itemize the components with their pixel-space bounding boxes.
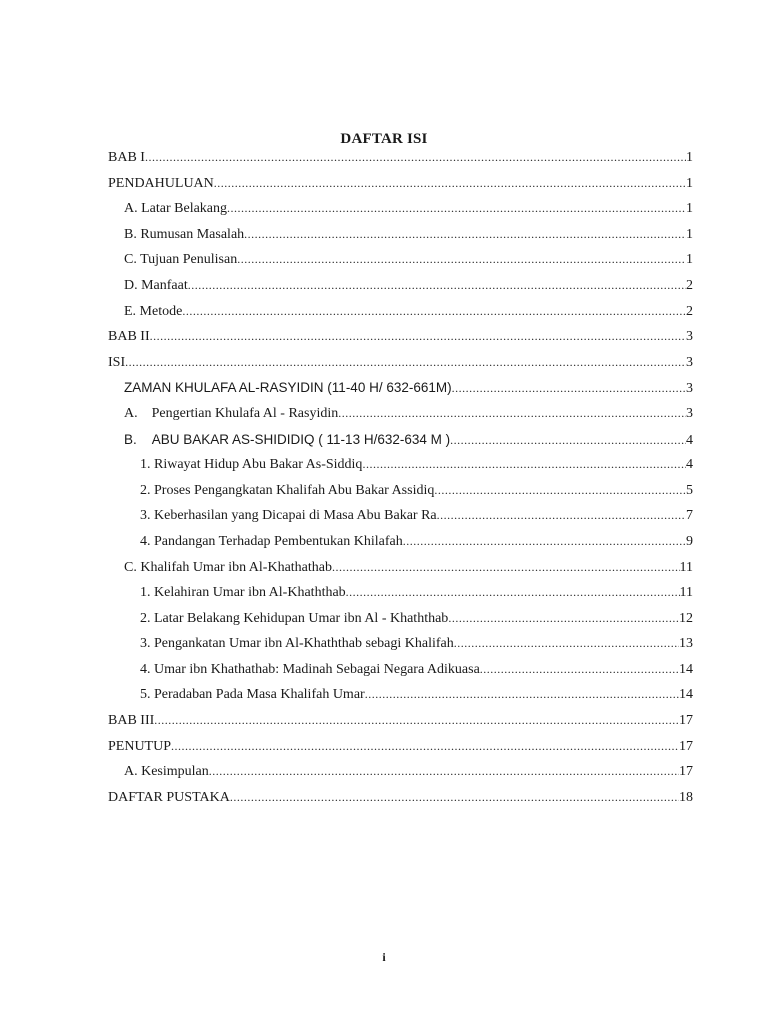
toc-entry-page: 12 xyxy=(679,610,693,626)
toc-entry-label: 1. Riwayat Hidup Abu Bakar As-Siddiq xyxy=(140,457,363,473)
dot-leader xyxy=(182,304,686,319)
toc-entry xyxy=(108,739,693,765)
toc-entry xyxy=(108,432,693,458)
toc-entry-label: E. Metode xyxy=(124,303,183,319)
dot-leader xyxy=(346,585,680,600)
toc-entry-label: A. Latar Belakang xyxy=(124,201,228,217)
dot-leader xyxy=(437,508,686,523)
dot-leader xyxy=(125,355,686,370)
toc-entry xyxy=(108,406,693,432)
toc-entry xyxy=(108,508,693,534)
dot-leader xyxy=(237,252,686,267)
toc-entry-page: 17 xyxy=(679,764,693,780)
toc-entry-label: 1. Kelahiran Umar ibn Al-Khaththab xyxy=(140,585,346,601)
dot-leader xyxy=(214,176,686,191)
toc-entry xyxy=(108,764,693,790)
toc-entry xyxy=(108,483,693,509)
dot-leader xyxy=(188,278,686,293)
dot-leader xyxy=(365,687,679,702)
toc-entry-page: 2 xyxy=(686,303,693,319)
dot-leader xyxy=(209,764,679,779)
toc-entry-label: BAB II xyxy=(108,329,150,345)
toc-entry xyxy=(108,201,693,227)
toc-entry-label: A. Kesimpulan xyxy=(124,764,209,780)
toc-entry-label: 2. Proses Pengangkatan Khalifah Abu Bakar Assidiq xyxy=(140,482,435,498)
toc-entry-label: PENDAHULUAN xyxy=(108,175,214,191)
toc-entry-page: 18 xyxy=(679,789,693,805)
toc-entry-page: 5 xyxy=(686,482,693,498)
dot-leader xyxy=(362,457,686,472)
toc-entry-label: BAB I xyxy=(108,150,145,165)
toc-entry-label: 4. Pandangan Terhadap Pembentukan Khilafah xyxy=(140,533,403,549)
toc-entry-label: C. Khalifah Umar ibn Al-Khathathab xyxy=(124,559,333,575)
toc-entry-label: 3. Pengankatan Umar ibn Al-Khaththab sebagi Khalifah xyxy=(140,636,454,652)
toc-entry-page: 2 xyxy=(686,277,693,293)
toc-entry-page: 1 xyxy=(686,226,693,242)
toc-entry-label: ISI xyxy=(108,354,126,370)
toc-entry xyxy=(108,560,693,586)
toc-entry xyxy=(108,355,693,381)
toc-entry-page: 17 xyxy=(679,738,693,754)
toc-entry-page: 9 xyxy=(686,533,693,549)
dot-leader xyxy=(171,739,679,754)
toc-title: DAFTAR ISI xyxy=(340,131,428,147)
toc-entry-page: 1 xyxy=(686,175,693,191)
toc-entry-label: PENUTUP xyxy=(108,738,172,754)
toc-entry-label: ZAMAN KHULAFA AL-RASYIDIN (11-40 H/ 632-661M) xyxy=(124,380,452,396)
toc-entry xyxy=(108,252,693,278)
toc-entry-page: 3 xyxy=(686,354,693,370)
toc-entry-page: 3 xyxy=(686,381,693,397)
dot-leader xyxy=(480,662,679,677)
toc-entry xyxy=(108,176,693,202)
toc-entry-label: 5. Peradaban Pada Masa Khalifah Umar xyxy=(140,687,365,703)
page-number: i xyxy=(382,950,386,964)
dot-leader xyxy=(230,790,679,805)
toc-entry xyxy=(108,687,693,713)
toc-entry-page: 1 xyxy=(686,150,693,165)
toc-entry xyxy=(108,585,693,611)
toc-entry-page: 1 xyxy=(686,252,693,268)
dot-leader xyxy=(434,483,686,498)
toc-entry-label: B. Rumusan Masalah xyxy=(124,226,245,242)
toc-entry-label: C. Tujuan Penulisan xyxy=(124,252,238,268)
toc-entry xyxy=(108,278,693,304)
toc-entry xyxy=(108,611,693,637)
dot-leader xyxy=(403,534,686,549)
dot-leader xyxy=(150,329,686,344)
dot-leader xyxy=(338,406,686,421)
dot-leader xyxy=(332,560,680,575)
dot-leader xyxy=(452,381,686,396)
dot-leader xyxy=(448,611,679,626)
dot-leader xyxy=(154,713,679,728)
toc-entry-label: DAFTAR PUSTAKA xyxy=(108,789,230,805)
toc-entry-label: A. Pengertian Khulafa Al - Rasyidin xyxy=(124,405,339,421)
table-of-contents xyxy=(108,150,693,815)
toc-entry xyxy=(108,457,693,483)
toc-entry xyxy=(108,227,693,253)
toc-entry xyxy=(108,329,693,355)
toc-entry xyxy=(108,534,693,560)
toc-entry xyxy=(108,662,693,688)
dot-leader xyxy=(450,433,686,448)
toc-entry-page: 4 xyxy=(686,432,693,448)
toc-entry xyxy=(108,713,693,739)
toc-entry-label: D. Manfaat xyxy=(124,277,188,293)
toc-entry xyxy=(108,790,693,816)
toc-entry-page: 1 xyxy=(686,201,693,217)
toc-entry-page: 3 xyxy=(686,329,693,345)
toc-entry-page: 11 xyxy=(679,559,693,575)
dot-leader xyxy=(227,201,686,216)
toc-entry-page: 4 xyxy=(686,457,693,473)
toc-entry xyxy=(108,380,693,406)
toc-entry-page: 14 xyxy=(679,661,693,677)
dot-leader xyxy=(454,636,679,651)
toc-entry-page: 7 xyxy=(686,508,693,524)
toc-entry-page: 17 xyxy=(679,713,693,729)
toc-entry xyxy=(108,150,693,176)
toc-entry-page: 11 xyxy=(679,585,693,601)
toc-entry-page: 13 xyxy=(679,636,693,652)
toc-entry-label: 2. Latar Belakang Kehidupan Umar ibn Al - Khaththab xyxy=(140,610,449,626)
toc-entry-label: BAB III xyxy=(108,713,155,729)
toc-entry xyxy=(108,636,693,662)
toc-entry-label: 4. Umar ibn Khathathab: Madinah Sebagai Negara Adikuasa xyxy=(140,661,480,677)
toc-entry-label: 3. Keberhasilan yang Dicapai di Masa Abu Bakar Ra xyxy=(140,508,437,524)
toc-entry-page: 3 xyxy=(686,405,693,421)
toc-entry-page: 14 xyxy=(679,687,693,703)
toc-entry xyxy=(108,304,693,330)
dot-leader xyxy=(244,227,686,242)
toc-entry-label: B. ABU BAKAR AS-SHIDIDIQ ( 11-13 H/632-634 M ) xyxy=(124,431,451,447)
dot-leader xyxy=(145,150,686,165)
